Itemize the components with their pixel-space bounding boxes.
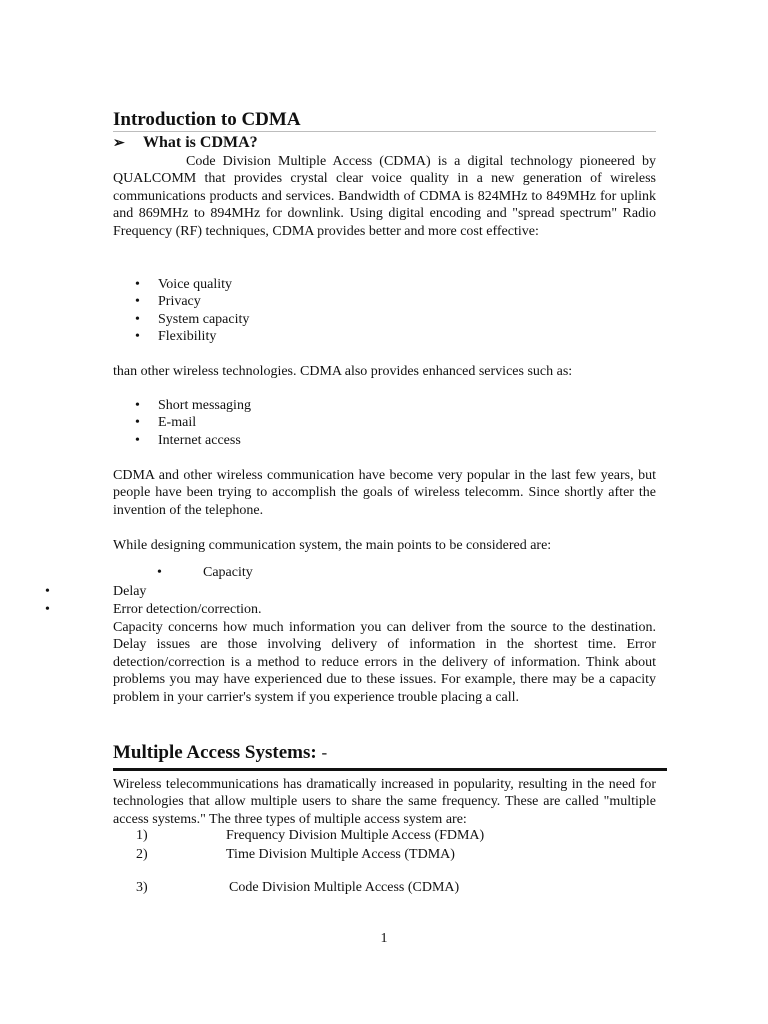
bullet-dot-icon: • [135,398,140,413]
bullet-dot-icon: • [135,277,140,292]
bullet-dot-icon: • [135,329,140,345]
section-heading-label: Multiple Access Systems: [113,742,317,763]
services-list [135,397,251,449]
design-point-delay: Delay [113,584,147,599]
page-number: 1 [380,931,388,946]
bullet-dot-icon: • [135,311,140,327]
section-heading-multiple-access [113,742,327,764]
popularity-paragraph: CDMA and other wireless communication have become very popular in the last few years, but people have been trying to accomplish the goals of wireless telecomm. Since shortly after the invention of the telephone. [113,468,656,518]
bullet-dot-icon: • [135,294,140,310]
section-heading-what-is-cdma [113,134,258,152]
list-item: • Short messaging [135,398,251,413]
list-number: 2) [136,847,148,862]
list-item: • Internet access [135,432,241,448]
bullet-dot-icon: • [45,584,50,599]
list-item [136,846,656,864]
design-point-error-detection: Error detection/correction. [113,602,262,617]
design-point-capacity: Capacity [203,565,253,580]
list-item [136,827,656,845]
benefits-list [135,276,249,346]
list-number: 1) [136,828,148,843]
section-heading-label: What is CDMA? [143,134,258,151]
list-item: • Flexibility [135,329,217,345]
list-item-label: Time Division Multiple Access (TDMA) [226,847,455,862]
heading-suffix: - [321,743,328,762]
bullet-dot-icon: • [135,432,140,448]
list-item: • System capacity [135,311,250,327]
page-title: Introduction to CDMA [113,109,301,130]
after-benefits-text: than other wireless technologies. CDMA also provides enhanced services such as: [113,364,573,379]
bullet-dot-icon: • [157,565,162,580]
capacity-paragraph: Capacity concerns how much information you can deliver from the source to the destination. Delay issues are those involving delivery of information in the shortest time. Error detection/correction is a method to reduce errors in the delivery of information. Think about problems you may have experienced due to these issues. For example, there may be a capacity problem in your carrier's system if you experience trouble placing a call. [113,620,656,705]
bullet-dot-icon: • [45,602,50,617]
list-item [136,879,656,897]
arrow-bullet-icon: ➢ [113,136,125,151]
bullet-dot-icon: • [135,415,140,431]
design-intro-text: While designing communication system, the main points to be considered are: [113,538,552,553]
intro-paragraph: Code Division Multiple Access (CDMA) is a digital technology pioneered by QUALCOMM that provides crystal clear voice quality in a new generation of wireless communications products and services. Bandwidth of CDMA is 824MHz to 849MHz for uplink and 869MHz to 894MHz for downlink. Using digital encoding and "spread spectrum" Radio Frequency (RF) techniques, CDMA provides better and more cost effective: [113,154,656,239]
list-item: • E-mail [135,415,197,431]
multi-access-paragraph: Wireless telecommunications has dramatically increased in popularity, resulting in the need for technologies that allow multiple users to share the same frequency. These are called "multiple access systems." The three types of multiple access system are: [113,777,656,827]
list-item: • Privacy [135,294,201,310]
list-item-label: Frequency Division Multiple Access (FDMA) [226,828,485,843]
list-item-label: Code Division Multiple Access (CDMA) [229,880,460,895]
title-divider [113,131,656,132]
section-divider [113,768,667,771]
list-number: 3) [136,880,148,895]
list-item: • Voice quality [135,277,233,292]
